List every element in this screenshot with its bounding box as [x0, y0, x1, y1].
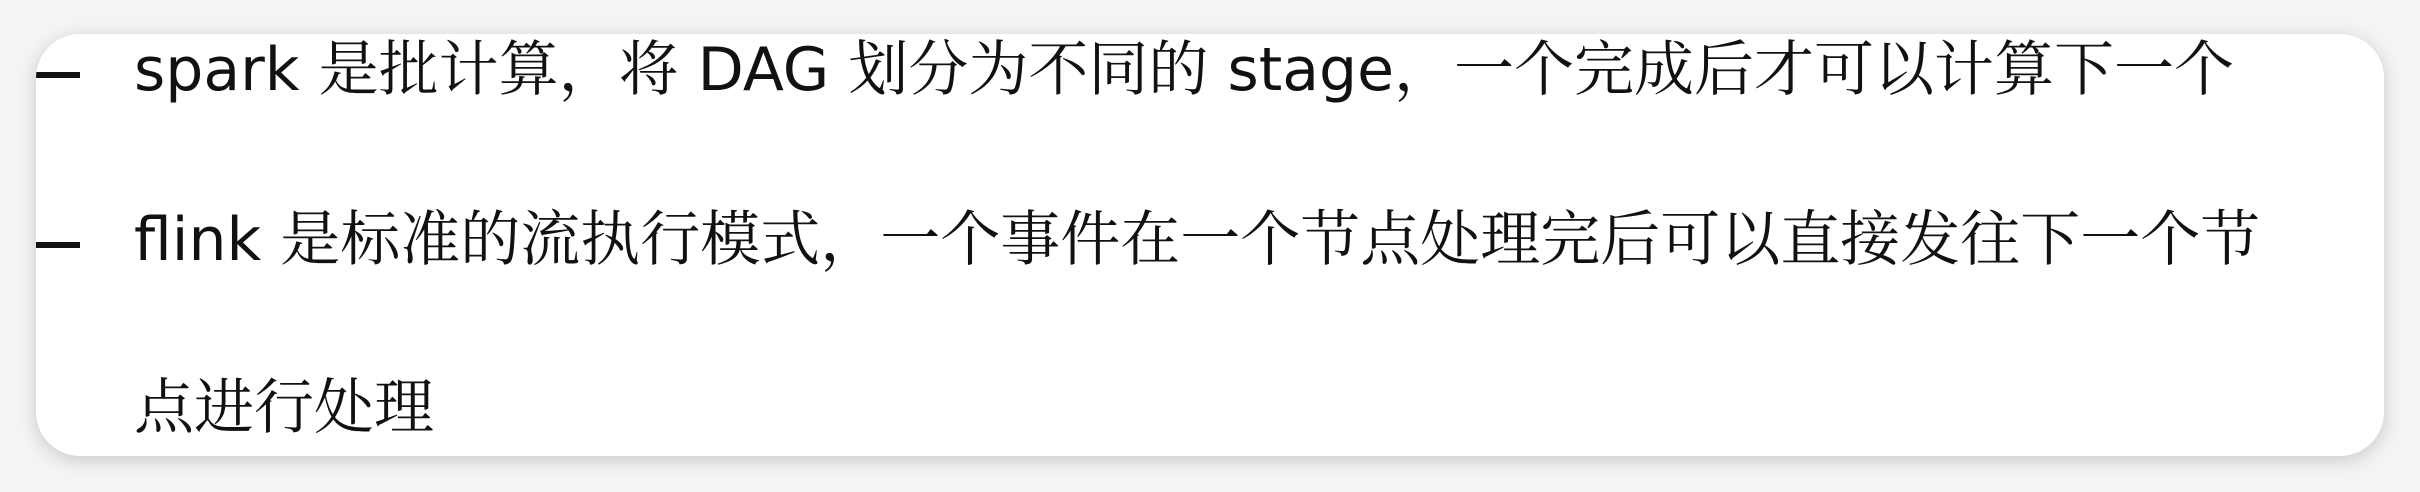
list-item-text-continuation: 点进行处理 — [134, 373, 434, 443]
document-card — [36, 34, 2384, 456]
list-item — [36, 34, 2384, 154]
bullet-dash — [36, 242, 80, 248]
list-item-continuation — [36, 324, 2384, 456]
bullet-dash — [36, 72, 80, 78]
list-item-text: spark 是批计算，将 DAG 划分为不同的 stage，一个完成后才可以计算下一个 — [134, 35, 2234, 105]
list-item-text: flink 是标准的流执行模式，一个事件在一个节点处理完后可以直接发往下一个节 — [134, 205, 2261, 275]
list-item — [36, 156, 2384, 324]
